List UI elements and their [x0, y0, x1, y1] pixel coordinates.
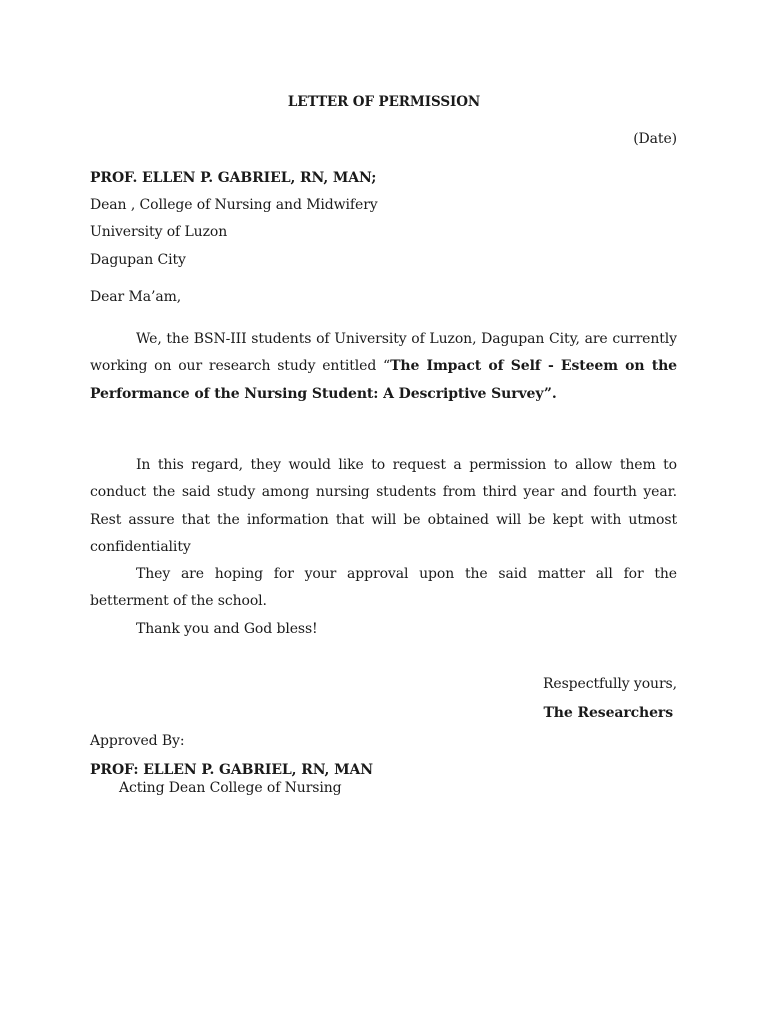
paragraph-thanks-text: Thank you and God bless! — [136, 620, 318, 637]
signatory: The Researchers — [543, 705, 673, 721]
recipient-position: Dean , College of Nursing and Midwifery — [90, 197, 378, 213]
recipient-city: Dagupan City — [90, 252, 186, 268]
paragraph-intro — [90, 326, 677, 408]
approved-by-label: Approved By: — [90, 733, 185, 749]
closing: Respectfully yours, — [542, 676, 677, 692]
recipient-institution: University of Luzon — [90, 224, 228, 240]
approver-position: Acting Dean College of Nursing — [119, 780, 342, 796]
paragraph-request — [90, 452, 677, 643]
letter-date: (Date) — [633, 131, 677, 147]
intro-text: We, the BSN-III students of University of Luzon, Dagupan City, are currently working on our research study entitled “ — [90, 331, 677, 375]
paragraph-approval-text: They are hoping for your approval upon the said matter all for the betterment of the school. — [90, 566, 677, 610]
paragraph-intro-text — [90, 326, 677, 408]
paragraph-request-text: In this regard, they would like to request a permission to allow them to conduct the said study among nursing students from third year and fourth year. Rest assure that the information that will be obtained will be kept with utmost confidentiality — [90, 457, 677, 555]
intro-outro: ”. — [543, 385, 557, 402]
salutation: Dear Ma’am, — [90, 289, 182, 305]
letter-title: LETTER OF PERMISSION — [287, 94, 481, 110]
approver-name: PROF: ELLEN P. GABRIEL, RN, MAN — [90, 762, 373, 778]
study-title: The Impact of Self - Esteem on the Performance of the Nursing Student: A Descriptive Survey — [90, 358, 677, 402]
recipient-name: PROF. ELLEN P. GABRIEL, RN, MAN; — [90, 170, 377, 186]
